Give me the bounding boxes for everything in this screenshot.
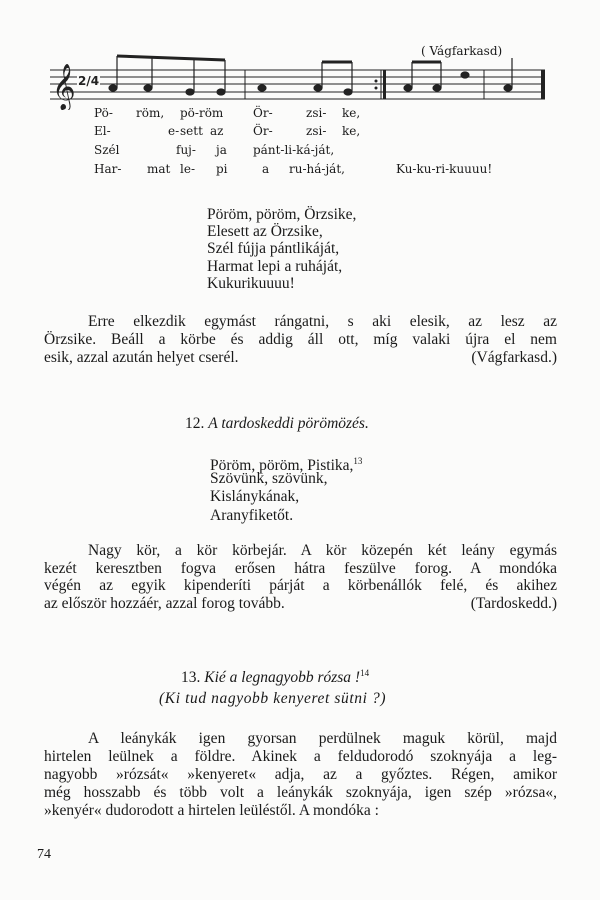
- lyric-syllable: Ku-ku-ri-kuuuu!: [396, 162, 493, 176]
- paragraph-line: kezét keresztben fogva erősen hátra feszülve forog. A mondóka: [44, 560, 557, 577]
- lyric-syllable: ru-há-ját,: [289, 162, 345, 176]
- source-location: (Tardoskedd.): [470, 595, 557, 612]
- poem-line: Pöröm, pöröm, Örzsike,: [207, 206, 357, 223]
- poem-line: Elesett az Örzsike,: [207, 223, 323, 240]
- page-number: 74: [37, 847, 51, 862]
- section-12-heading: [185, 415, 369, 433]
- lyric-syllable: sett: [180, 124, 203, 138]
- lyric-syllable: pánt-li-ká-ját,: [253, 143, 335, 157]
- lyric-syllable: El-: [94, 124, 111, 138]
- lyric-syllable: Ör-: [253, 106, 273, 120]
- section-title: A tardoskeddi pörömözés.: [208, 415, 369, 432]
- paragraph-line: végén az egyik kipenderíti párját a körbenállók felé, és akihez: [44, 577, 557, 594]
- section-title: Kié a legnagyobb rózsa !: [204, 669, 361, 687]
- time-signature: 2/4: [78, 74, 100, 88]
- lyric-syllable: pi: [216, 162, 228, 176]
- paragraph-line: esik, azzal azután helyet cserél.: [44, 349, 239, 366]
- poem-line: Szél fújja pántlikáját,: [207, 240, 340, 257]
- poem-line: Szövünk, szövünk,: [210, 470, 328, 487]
- paragraph-line: hirtelen leülnek a földre. Akinek a feldudorodó szoknyája a leg-: [44, 748, 557, 765]
- lyric-syllable: Har-: [94, 162, 122, 176]
- footnote-ref: 13: [353, 456, 363, 466]
- lyric-syllable: e-: [168, 124, 180, 138]
- paragraph-line: Örzsike. Beáll a körbe és addig áll ott, míg valaki újra el nem: [44, 331, 557, 348]
- lyric-syllable: ja: [216, 143, 227, 157]
- section-13-subtitle: (Ki tud nagyobb kenyeret sütni ?): [159, 690, 387, 707]
- footnote-ref: 14: [360, 668, 370, 678]
- lyric-syllable: az: [210, 124, 224, 138]
- paragraph-line: Nagy kör, a kör körbejár. A kör közepén két leány egymás: [88, 542, 557, 559]
- poem-line: Pöröm, pöröm, Pistika,: [210, 457, 354, 475]
- section-13-heading: [181, 664, 370, 687]
- lyric-syllable: a: [262, 162, 270, 176]
- source-location: (Vágfarkasd.): [471, 349, 557, 366]
- music-source: ( Vágfarkasd): [421, 44, 503, 58]
- lyric-syllable: pö-röm: [180, 106, 224, 120]
- lyric-syllable: zsi-: [306, 124, 327, 138]
- poem-line: Kukurikuuuu!: [207, 275, 295, 292]
- poem-line: Kislánykának,: [210, 488, 300, 505]
- lyric-syllable: röm,: [136, 106, 165, 120]
- paragraph-line: »kenyér« dudorodott a hirtelen leüléstől. A mondóka :: [44, 802, 379, 819]
- lyric-syllable: le-: [180, 162, 195, 176]
- paragraph-line: nagyobb »rózsát« »kenyeret« adja, az a győztes. Régen, amikor: [44, 766, 557, 783]
- lyric-syllable: zsi-: [306, 106, 327, 120]
- poem-line: Harmat lepi a ruháját,: [207, 258, 343, 275]
- paragraph-last-line: [44, 595, 557, 613]
- lyric-syllable: ke,: [342, 106, 361, 120]
- lyric-syllable: Szél: [94, 143, 120, 157]
- poem-line: Aranyfiketőt.: [210, 507, 294, 524]
- lyric-syllable: ke,: [342, 124, 361, 138]
- treble-clef-icon: 𝄞: [52, 64, 76, 109]
- paragraph-line: Erre elkezdik egymást rángatni, s aki elesik, az lesz az: [88, 313, 557, 330]
- lyric-syllable: Ör-: [253, 124, 273, 138]
- section-number: 13.: [181, 669, 201, 687]
- paragraph-last-line: [44, 349, 557, 367]
- section-number: 12.: [185, 415, 205, 432]
- paragraph-line: még hosszabb és több volt a leánykák szoknyája, igen szép »rózsa«,: [44, 784, 557, 801]
- lyric-syllable: Pö-: [94, 106, 113, 120]
- lyric-syllable: mat: [147, 162, 171, 176]
- paragraph-line: A leánykák igen gyorsan perdülnek maguk körül, majd: [88, 730, 557, 747]
- paragraph-line: az először hozzáér, azzal forog tovább.: [44, 595, 285, 612]
- lyric-syllable: fuj-: [176, 143, 196, 157]
- poem-line-with-footnote: [210, 452, 363, 475]
